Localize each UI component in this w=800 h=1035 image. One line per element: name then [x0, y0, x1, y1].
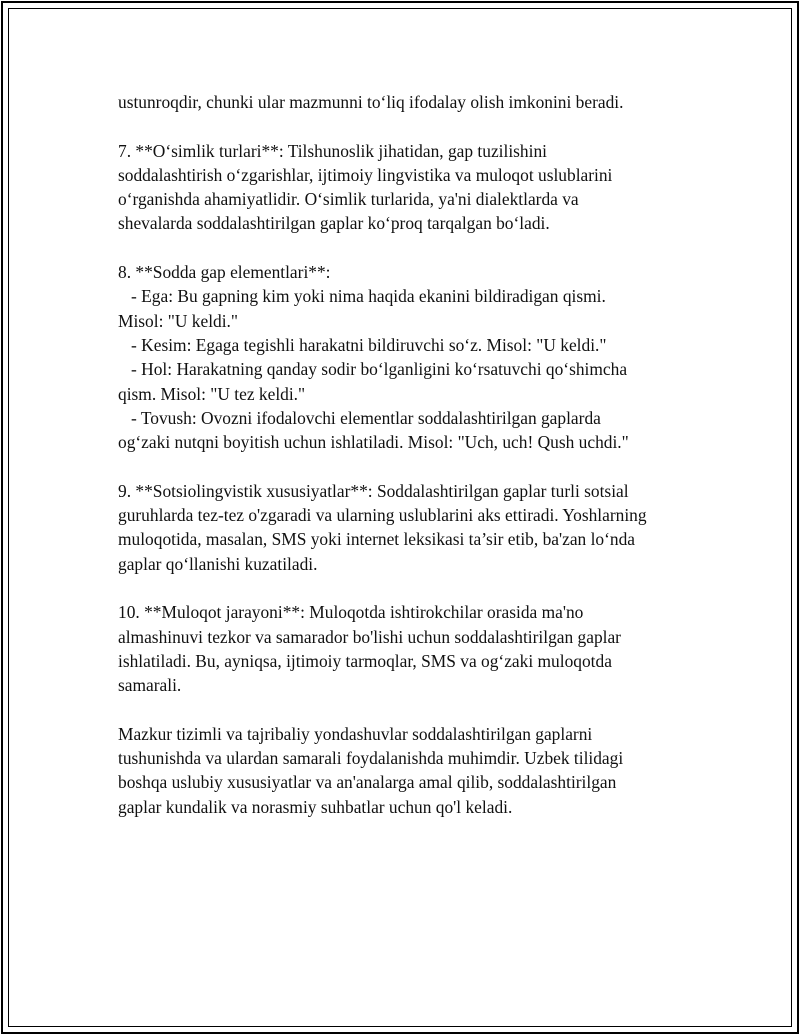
text-line: samarali. — [118, 675, 182, 696]
paragraph-gap — [118, 236, 698, 260]
paragraph-gap — [118, 576, 698, 600]
text-line: 9. **Sotsiolingvistik xususiyatlar**: Soddalashtirilgan gaplar turli sotsial — [118, 480, 629, 501]
text-line: muloqotida, masalan, SMS yoki internet leksikasi ta’sir etib, ba'zan lo‘nda — [118, 529, 636, 550]
text-line: - Hol: Harakatning qanday sodir bo‘lganligini ko‘rsatuvchi qo‘shimcha — [118, 359, 628, 380]
text-line: guruhlarda tez-tez o'zgaradi va ularning uslublarini aks ettiradi. Yoshlarning — [118, 505, 647, 526]
text-line: - Kesim: Egaga tegishli harakatni bildiruvchi so‘z. Misol: "U keldi." — [118, 334, 607, 355]
paragraph-gap — [118, 454, 698, 478]
text-line: qism. Misol: "U tez keldi." — [118, 383, 306, 404]
text-line: - Tovush: Ovozni ifodalovchi elementlar soddalashtirilgan gaplarda — [118, 407, 601, 428]
document-body — [118, 90, 698, 819]
text-line: - Ega: Bu gapning kim yoki nima haqida ekanini bildiradigan qismi. — [118, 286, 606, 307]
text-line: og‘zaki nutqni boyitish uchun ishlatiladi. Misol: "Uch, uch! Qush uchdi." — [118, 432, 629, 453]
text-line: boshqa uslubiy xususiyatlar va an'analarga amal qilib, soddalashtirilgan — [118, 772, 617, 793]
text-line: Mazkur tizimli va tajribaliy yondashuvlar soddalashtirilgan gaplarni — [118, 723, 593, 744]
text-line: shevalarda soddalashtirilgan gaplar ko‘proq tarqalgan bo‘ladi. — [118, 213, 550, 234]
paragraph-gap — [118, 697, 698, 721]
text-line: soddalashtirish o‘zgarishlar, ijtimoiy lingvistika va muloqot uslublarini — [118, 164, 613, 185]
text-line: o‘rganishda ahamiyatlidir. O‘simlik turlarida, ya'ni dialektlarda va — [118, 189, 579, 210]
paragraph-gap — [118, 114, 698, 138]
text-line: Misol: "U keldi." — [118, 310, 238, 331]
text-line: ishlatiladi. Bu, ayniqsa, ijtimoiy tarmoqlar, SMS va og‘zaki muloqotda — [118, 650, 612, 671]
text-line: gaplar kundalik va norasmiy suhbatlar uchun qo'l keladi. — [118, 796, 513, 817]
text-line: gaplar qo‘llanishi kuzatiladi. — [118, 553, 318, 574]
text-line: ustunroqdir, chunki ular mazmunni to‘liq ifodalay olish imkonini beradi. — [118, 92, 624, 112]
text-line: 8. **Sodda gap elementlari**: — [118, 262, 331, 283]
text-line: 7. **O‘simlik turlari**: Tilshunoslik jihatidan, gap tuzilishini — [118, 140, 547, 161]
text-line: 10. **Muloqot jarayoni**: Muloqotda ishtirokchilar orasida ma'no — [118, 602, 584, 623]
text-line: almashinuvi tezkor va samarador bo'lishi uchun soddalashtirilgan gaplar — [118, 626, 621, 647]
text-line: tushunishda va ulardan samarali foydalanishda muhimdir. Uzbek tilidagi — [118, 748, 624, 769]
